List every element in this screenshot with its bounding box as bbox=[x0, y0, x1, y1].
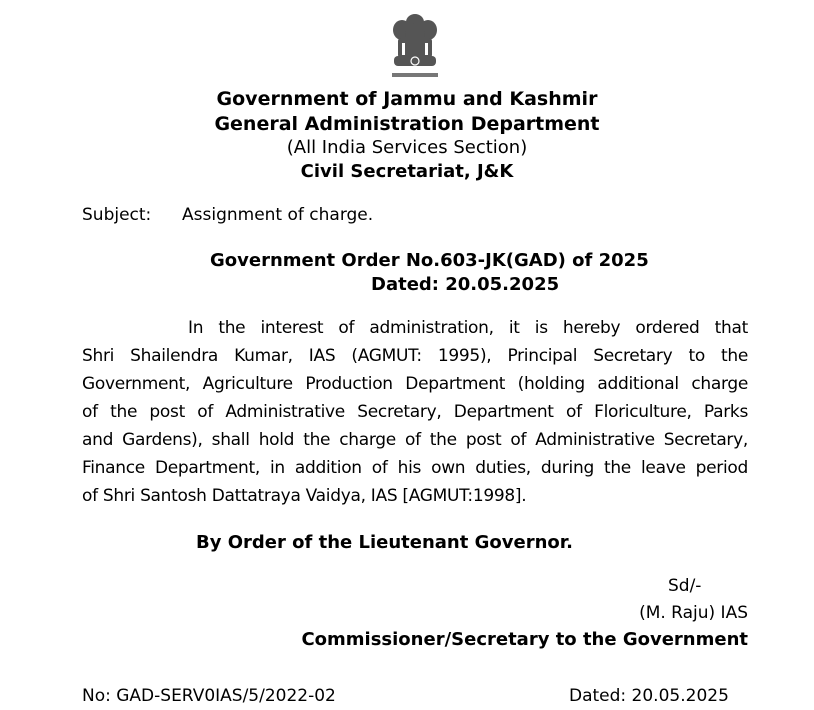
body-line: Government, Agriculture Production Department (holding additional charge bbox=[82, 374, 748, 394]
body-line: Finance Department, in addition of his own duties, during the leave period bbox=[82, 458, 748, 478]
signatory-designation: Commissioner/Secretary to the Government bbox=[301, 629, 748, 650]
signatory-name: (M. Raju) IAS bbox=[639, 603, 748, 623]
by-order-line: By Order of the Lieutenant Governor. bbox=[196, 532, 573, 553]
subject-text: Assignment of charge. bbox=[182, 205, 374, 225]
state-emblem bbox=[378, 8, 452, 82]
body-line: Shri Shailendra Kumar, IAS (AGMUT: 1995), Principal Secretary to the bbox=[82, 346, 748, 366]
order-date: Dated: 20.05.2025 bbox=[371, 274, 560, 295]
signature-sd: Sd/- bbox=[668, 576, 702, 596]
header-section: (All India Services Section) bbox=[286, 137, 528, 158]
body-line: of Shri Santosh Dattatraya Vaidya, IAS [AGMUT:1998]. bbox=[82, 486, 527, 506]
body-line: of the post of Administrative Secretary, Department of Floriculture, Parks bbox=[82, 402, 748, 422]
body-line: In the interest of administration, it is hereby ordered that bbox=[188, 318, 748, 338]
header-secretariat: Civil Secretariat, J&K bbox=[300, 161, 514, 182]
header-department: General Administration Department bbox=[214, 113, 600, 135]
footer-order-number: No: GAD-SERV0IAS/5/2022-02 bbox=[82, 686, 336, 706]
body-line: and Gardens), shall hold the charge of the post of Administrative Secretary, bbox=[82, 430, 748, 450]
header-government: Government of Jammu and Kashmir bbox=[216, 88, 598, 110]
subject-label: Subject: bbox=[82, 205, 152, 225]
order-title: Government Order No.603-JK(GAD) of 2025 bbox=[210, 250, 649, 271]
footer-date: Dated: 20.05.2025 bbox=[569, 686, 729, 706]
